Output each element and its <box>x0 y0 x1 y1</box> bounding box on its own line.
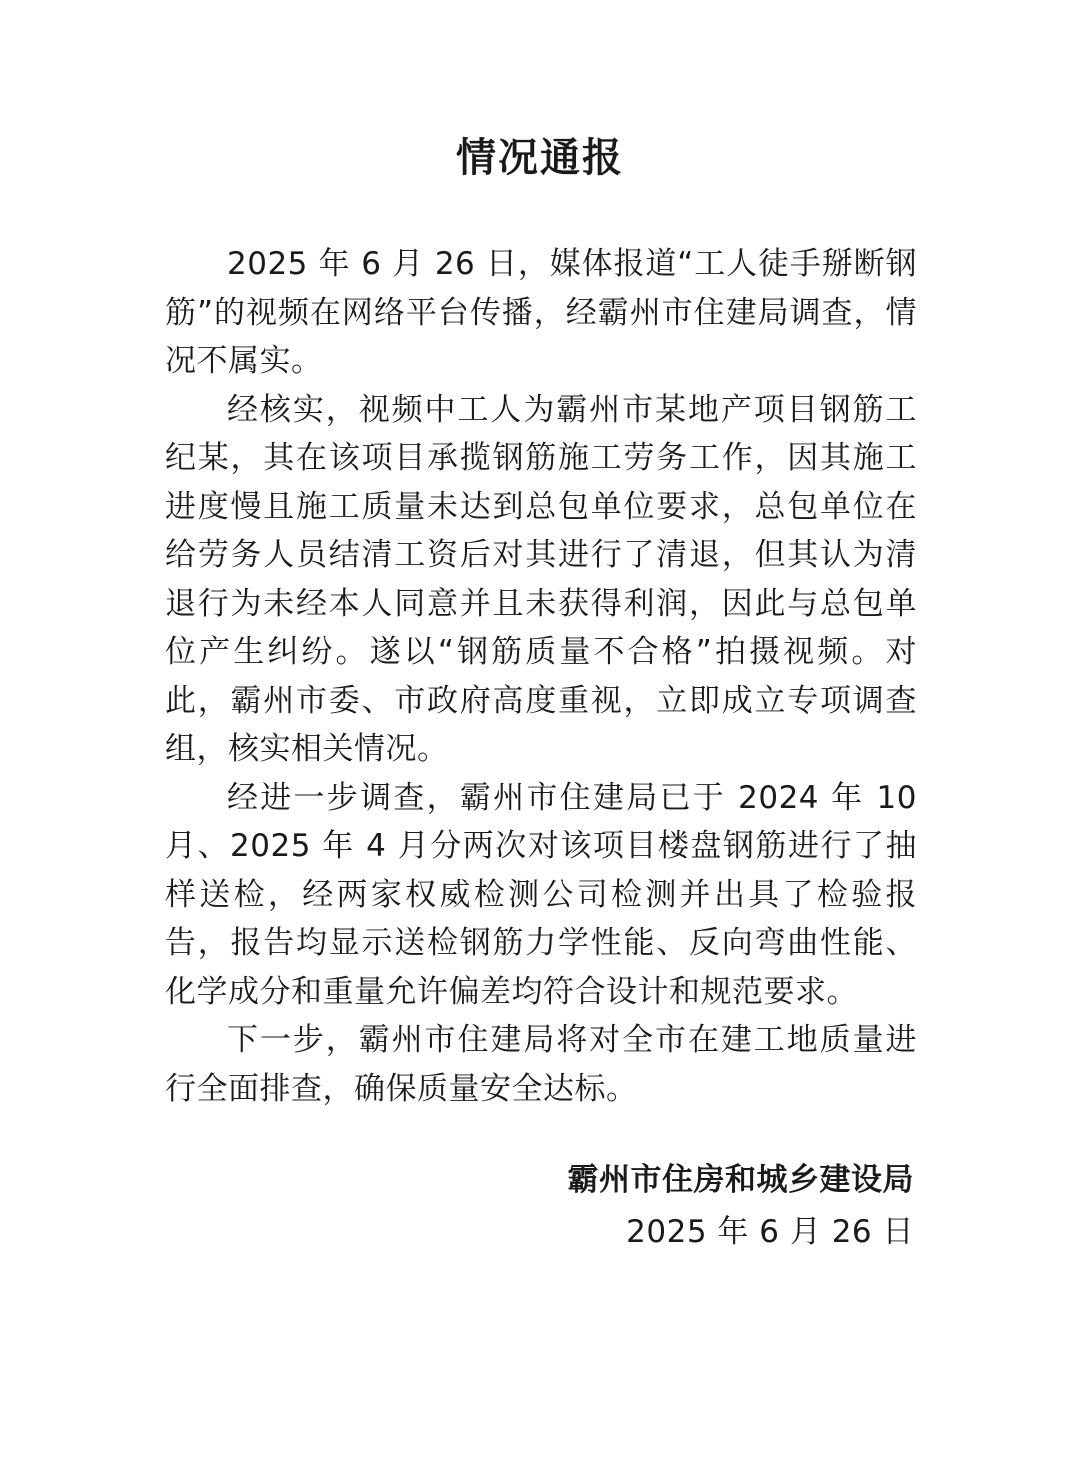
paragraph-2: 经核实，视频中工人为霸州市某地产项目钢筋工纪某，其在该项目承揽钢筋施工劳务工作，因其施工进度慢且施工质量未达到总包单位要求，总包单位在给劳务人员结清工资后对其进行了清退，但其认为清退行为未经本人同意并且未获得利润，因此与总包单位产生纠纷。遂以“钢筋质量不合格”拍摄视频。对此，霸州市委、市政府高度重视，立即成立专项调查组，核实相关情况。 <box>165 391 917 767</box>
signature-block <box>568 1156 915 1256</box>
issue-date: 2025 年 6 月 26 日 <box>626 1214 914 1250</box>
paragraph-3: 经进一步调查，霸州市住建局已于 2024 年 10 月、2025 年 4 月分两次对该项目楼盘钢筋进行了抽样送检，经两家权威检测公司检测并出具了检验报告，报告均显示送检钢筋力学性能、反向弯曲性能、化学成分和重量允许偏差均符合设计和规范要求。 <box>165 779 917 1010</box>
issuer-name: 霸州市住房和城乡建设局 <box>567 1162 914 1198</box>
paragraph-4: 下一步，霸州市住建局将对全市在建工地质量进行全面排查，确保质量安全达标。 <box>165 1022 917 1107</box>
paragraph-1: 2025 年 6 月 26 日，媒体报道“工人徒手掰断钢筋”的视频在网络平台传播，经霸州市住建局调查，情况不属实。 <box>165 246 917 379</box>
document-title: 情况通报 <box>456 134 624 181</box>
document-body <box>165 240 917 1113</box>
